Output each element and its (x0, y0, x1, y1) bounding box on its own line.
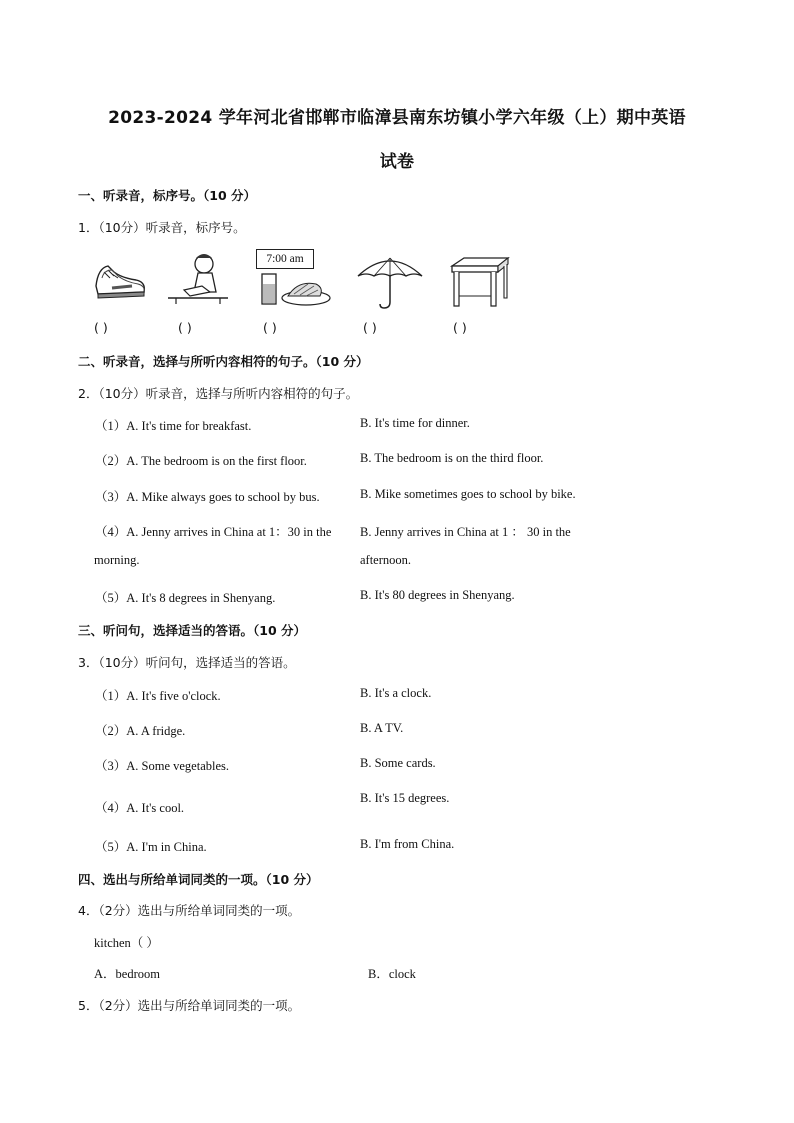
option-a: （2）A. A fridge. (95, 724, 186, 738)
option-a: （3）A. Some vegetables. (95, 759, 230, 773)
option-b: B. A TV. (360, 721, 404, 735)
option-b: B．clock (368, 967, 416, 981)
answer-blank[interactable]: ( ) (94, 320, 108, 335)
option-a: （1）A. It's five o'clock. (95, 689, 221, 703)
option-b: B. I'm from China. (360, 837, 455, 851)
option-a: （5）A. I'm in China. (95, 840, 207, 854)
answer-blank[interactable]: ( ) (263, 320, 277, 335)
breakfast-icon (258, 268, 334, 308)
page-title-continued: 试卷 (379, 152, 415, 172)
desk-icon (446, 256, 512, 310)
page-title: 2023-2024 学年河北省邯郸市临漳县南东坊镇小学六年级（上）期中英语 (108, 108, 686, 128)
sneakers-icon (92, 248, 150, 308)
option-b: B. It's a clock. (360, 686, 432, 700)
answer-blank[interactable]: ( ) (453, 320, 467, 335)
clock-label: 7:00 am (256, 249, 314, 269)
option-b: B. The bedroom is on the third floor. (360, 451, 544, 465)
section-heading-3: 三、听问句，选择适当的答语。（10 分） (78, 623, 306, 638)
boy-reading-icon (166, 248, 230, 308)
option-a: （1）A. It's time for breakfast. (95, 419, 252, 433)
option-a: A．bedroom (94, 967, 160, 981)
section-heading-2: 二、听录音，选择与所听内容相符的句子。（10 分） (78, 354, 369, 369)
question-3: 3．（10分）听问句，选择适当的答语。 (78, 655, 296, 670)
section-heading-1: 一、听录音，标序号。（10 分） (78, 188, 256, 203)
question-5: 5．（2分）选出与所给单词同类的一项。 (78, 998, 301, 1013)
question-2: 2．（10分）听录音，选择与所听内容相符的句子。 (78, 386, 359, 401)
option-a: （4）A. It's cool. (95, 801, 185, 815)
question-1: 1．（10分）听录音，标序号。 (78, 220, 246, 235)
section-heading-4: 四、选出与所给单词同类的一项。（10 分） (78, 872, 319, 887)
question-4: 4．（2分）选出与所给单词同类的一项。 (78, 903, 301, 918)
option-a: （3）A. Mike always goes to school by bus. (95, 490, 320, 504)
option-b: B. It's 80 degrees in Shenyang. (360, 588, 515, 602)
option-b: B. It's 15 degrees. (360, 791, 450, 805)
option-a: （2）A. The bedroom is on the first floor. (95, 454, 307, 468)
given-word: kitchen（ ） (94, 936, 159, 950)
option-b: B. Jenny arrives in China at 1 ： 30 in the (360, 525, 571, 539)
option-b: B. Mike sometimes goes to school by bike. (360, 487, 576, 501)
option-b: B. It's time for dinner. (360, 416, 470, 430)
option-a: （4）A. Jenny arrives in China at 1：30 in the (95, 525, 332, 539)
option-b: B. Some cards. (360, 756, 436, 770)
answer-blank[interactable]: ( ) (178, 320, 192, 335)
answer-blank[interactable]: ( ) (363, 320, 377, 335)
option-a: （5）A. It's 8 degrees in Shenyang. (95, 591, 276, 605)
option-a-continued: morning. (94, 553, 140, 567)
option-b-continued: afternoon. (360, 553, 412, 567)
umbrella-icon (354, 252, 426, 310)
